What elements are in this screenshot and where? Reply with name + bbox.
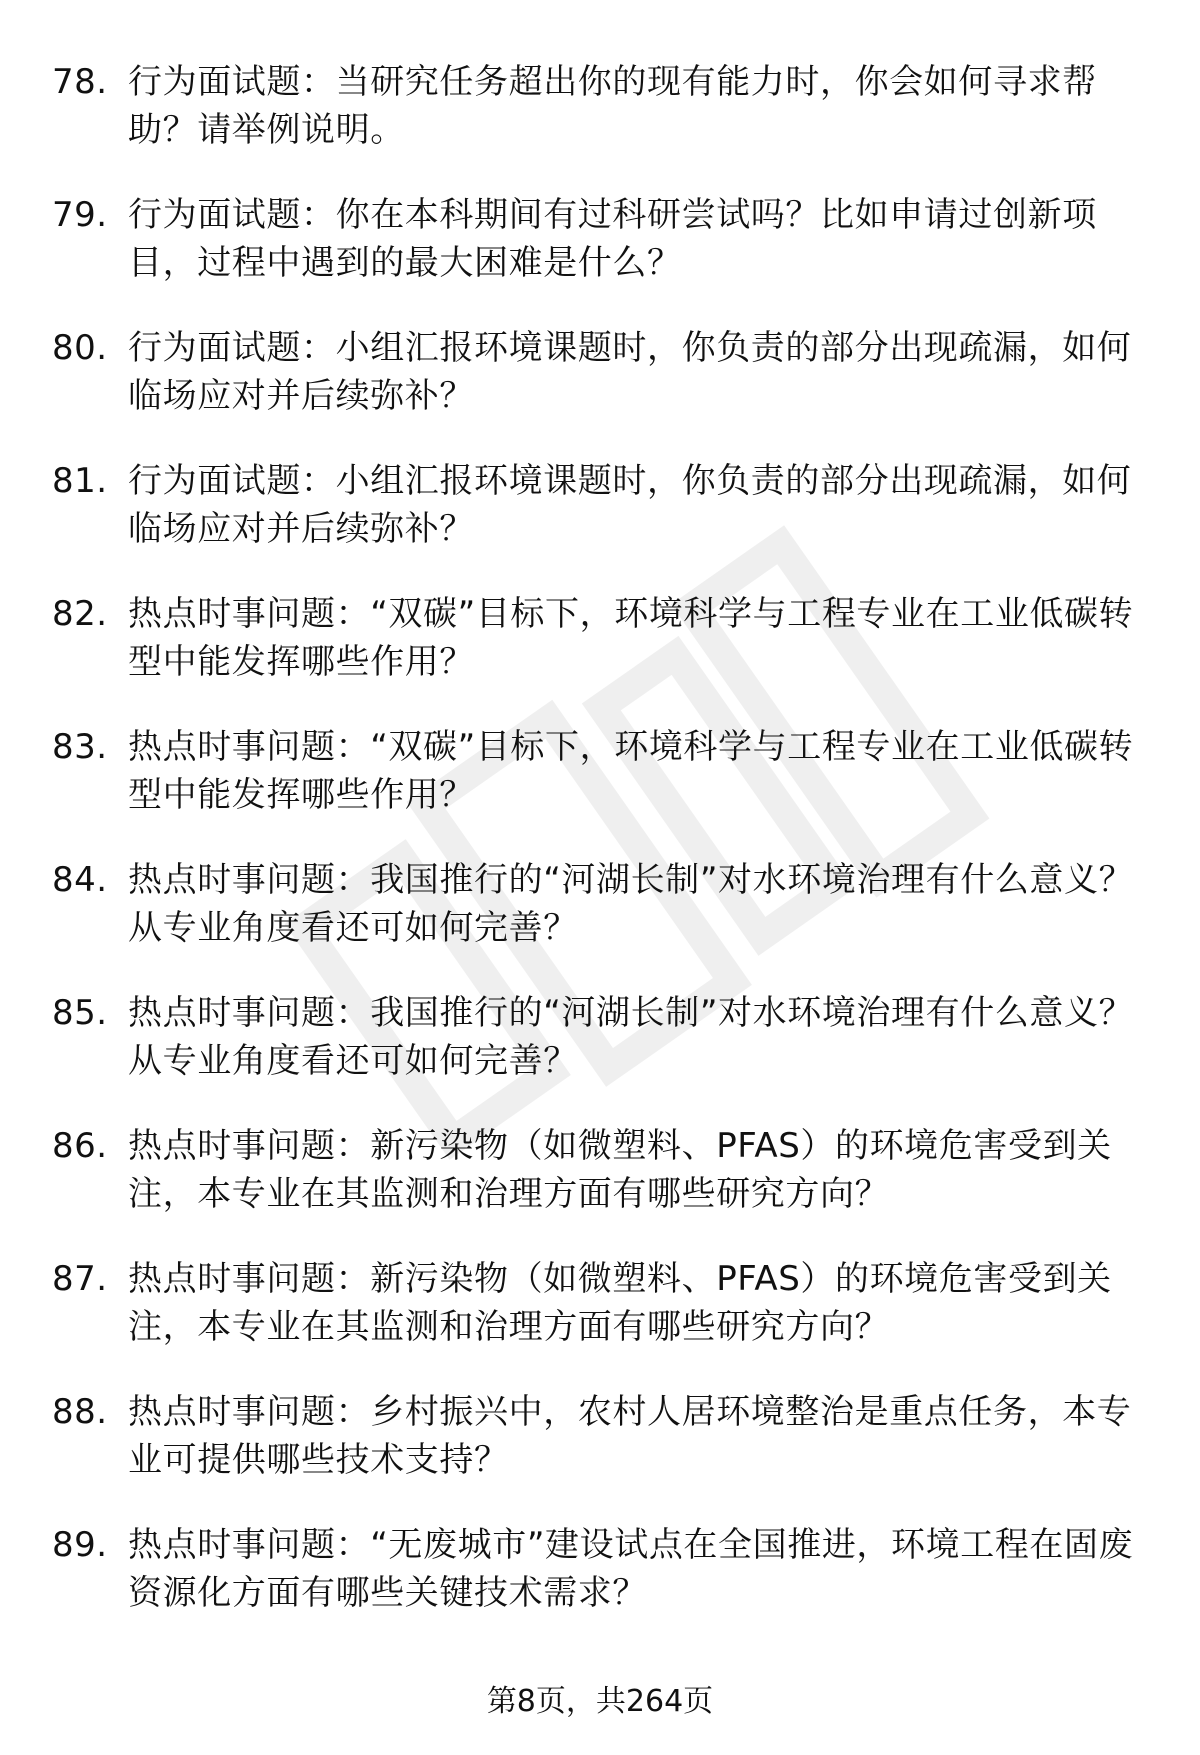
list-item	[0, 457, 1200, 590]
list-item	[0, 723, 1200, 856]
question-number: 85.	[52, 993, 108, 1033]
question-number: 88.	[52, 1392, 108, 1432]
question-number: 79.	[52, 195, 108, 235]
question-number: 78.	[52, 62, 108, 102]
question-number: 84.	[52, 860, 108, 900]
question-text: 热点时事问题：新污染物（如微塑料、PFAS）的环境危害受到关注，本专业在其监测和治理方面有哪些研究方向？	[128, 1126, 1112, 1214]
question-text: 热点时事问题：乡村振兴中，农村人居环境整治是重点任务，本专业可提供哪些技术支持？	[128, 1392, 1132, 1480]
list-item	[0, 1521, 1200, 1654]
question-list	[0, 58, 1200, 1654]
question-text: 热点时事问题：我国推行的“河湖长制”对水环境治理有什么意义？从专业角度看还可如何完善？	[128, 993, 1134, 1081]
question-text: 行为面试题：你在本科期间有过科研尝试吗？比如申请过创新项目，过程中遇到的最大困难是什么？	[128, 195, 1097, 283]
question-text: 热点时事问题：新污染物（如微塑料、PFAS）的环境危害受到关注，本专业在其监测和治理方面有哪些研究方向？	[128, 1259, 1112, 1347]
list-item	[0, 191, 1200, 324]
list-item	[0, 989, 1200, 1122]
question-number: 82.	[52, 594, 108, 634]
question-number: 80.	[52, 328, 108, 368]
question-text: 行为面试题：当研究任务超出你的现有能力时，你会如何寻求帮助？请举例说明。	[128, 62, 1097, 150]
question-text: 行为面试题：小组汇报环境课题时，你负责的部分出现疏漏，如何临场应对并后续弥补？	[128, 461, 1132, 549]
question-text: 热点时事问题：我国推行的“河湖长制”对水环境治理有什么意义？从专业角度看还可如何完善？	[128, 860, 1134, 948]
list-item	[0, 324, 1200, 457]
question-text: 热点时事问题：“双碳”目标下，环境科学与工程专业在工业低碳转型中能发挥哪些作用？	[128, 727, 1134, 815]
page-footer: 第8页，共264页	[486, 1684, 714, 1719]
question-number: 89.	[52, 1525, 108, 1565]
list-item	[0, 1388, 1200, 1521]
question-text: 行为面试题：小组汇报环境课题时，你负责的部分出现疏漏，如何临场应对并后续弥补？	[128, 328, 1132, 416]
question-text: 热点时事问题：“无废城市”建设试点在全国推进，环境工程在固废资源化方面有哪些关键技术需求？	[128, 1525, 1134, 1613]
list-item	[0, 1255, 1200, 1388]
question-number: 81.	[52, 461, 108, 501]
list-item	[0, 856, 1200, 989]
question-number: 87.	[52, 1259, 108, 1299]
list-item	[0, 58, 1200, 191]
list-item	[0, 590, 1200, 723]
question-text: 热点时事问题：“双碳”目标下，环境科学与工程专业在工业低碳转型中能发挥哪些作用？	[128, 594, 1134, 682]
question-number: 86.	[52, 1126, 108, 1166]
question-number: 83.	[52, 727, 108, 767]
list-item	[0, 1122, 1200, 1255]
